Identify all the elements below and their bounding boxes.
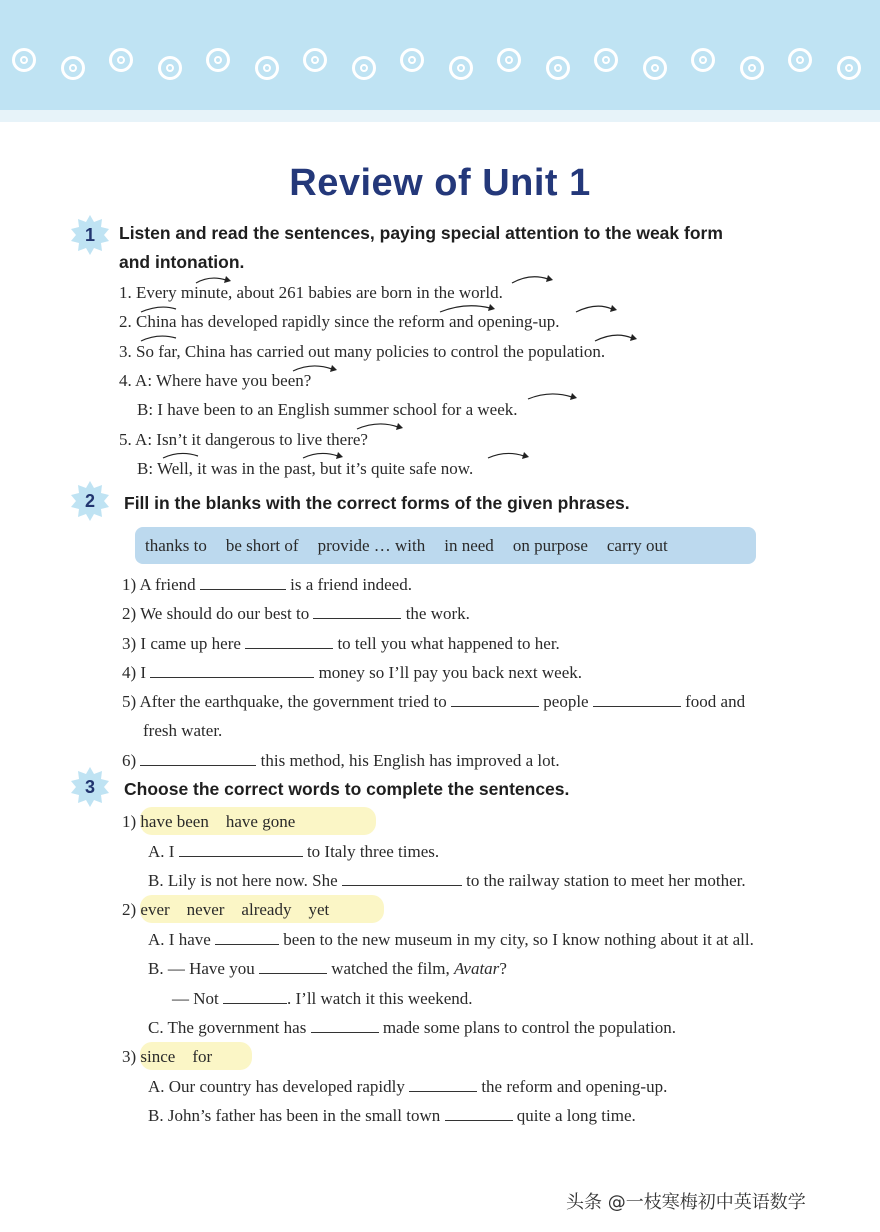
- question-2-3: 3) I came up here to tell you what happened to her.: [122, 634, 560, 653]
- answer-blank[interactable]: [409, 1075, 477, 1092]
- question-2-4: 4) I money so I’ll pay you back next week.: [122, 663, 583, 682]
- phrase-item: on purpose: [512, 535, 588, 555]
- sentence-5b: B: Well, it was in the past, but it’s quite safe now.: [137, 459, 474, 478]
- section-3-badge: [70, 767, 110, 807]
- answer-blank[interactable]: [200, 573, 286, 590]
- sentence-4a: 4. A: Where have you been?: [119, 371, 312, 390]
- section-number: 1: [84, 224, 95, 245]
- section-number: 2: [84, 490, 95, 511]
- answer-blank[interactable]: [150, 661, 314, 678]
- intonation-arrows-icon: [0, 0, 880, 500]
- group-1-options: 1) have been have gone: [122, 812, 296, 831]
- phrase-item: provide … with: [317, 535, 426, 555]
- answer-blank[interactable]: [259, 957, 327, 974]
- question-2-1: 1) A friend is a friend indeed.: [122, 575, 412, 594]
- sentence-2: 2. China has developed rapidly since the reform and opening-up.: [119, 312, 560, 331]
- group-3-options: 3) since for: [122, 1047, 213, 1066]
- phrase-item: in need: [444, 535, 494, 555]
- question-3-3a: A. Our country has developed rapidly the reform and opening-up.: [148, 1077, 668, 1096]
- question-2-6: 6) this method, his English has improved a lot.: [122, 751, 560, 770]
- section-number: 3: [84, 776, 95, 797]
- section-3-heading: Choose the correct words to complete the sentences.: [124, 779, 570, 799]
- answer-blank[interactable]: [313, 602, 401, 619]
- answer-blank[interactable]: [311, 1016, 379, 1033]
- answer-blank[interactable]: [445, 1104, 513, 1121]
- sentence-5a: 5. A: Isn’t it dangerous to live there?: [119, 430, 368, 449]
- question-2-5: 5) After the earthquake, the government tried to people food and: [122, 692, 746, 711]
- section-1-heading-line1: Listen and read the sentences, paying special attention to the weak form: [119, 223, 723, 243]
- answer-blank[interactable]: [342, 869, 462, 886]
- question-3-2b-reply: — Not . I’ll watch it this weekend.: [172, 989, 473, 1008]
- question-3-1a: A. I to Italy three times.: [148, 842, 440, 861]
- section-2-heading: Fill in the blanks with the correct forms of the given phrases.: [124, 493, 630, 513]
- answer-blank[interactable]: [245, 632, 333, 649]
- phrase-item: thanks to: [145, 535, 207, 555]
- question-3-2b: B. — Have you watched the film, Avatar?: [148, 959, 507, 978]
- section-1-heading-line2: and intonation.: [119, 252, 245, 272]
- watermark-footer: 头条 @一枝寒梅初中英语数学: [566, 1192, 806, 1213]
- page-title: Review of Unit 1: [289, 162, 591, 204]
- section-2-badge: [70, 481, 110, 521]
- question-3-3b: B. John’s father has been in the small town quite a long time.: [148, 1106, 636, 1125]
- answer-blank[interactable]: [451, 690, 539, 707]
- answer-blank[interactable]: [140, 749, 256, 766]
- question-3-2a: A. I have been to the new museum in my city, so I know nothing about it at all.: [148, 930, 754, 949]
- answer-blank[interactable]: [215, 928, 279, 945]
- phrase-item: be short of: [225, 535, 299, 555]
- question-3-1b: B. Lily is not here now. She to the railway station to meet her mother.: [148, 871, 746, 890]
- sentence-1: 1. Every minute, about 261 babies are born in the world.: [119, 283, 503, 302]
- question-2-2: 2) We should do our best to the work.: [122, 604, 470, 623]
- question-3-2c: C. The government has made some plans to control the population.: [148, 1018, 677, 1037]
- answer-blank[interactable]: [179, 840, 303, 857]
- answer-blank[interactable]: [593, 690, 681, 707]
- group-2-options: 2) ever never already yet: [122, 900, 330, 919]
- phrase-bank: [135, 527, 756, 564]
- sentence-4b: B: I have been to an English summer school for a week.: [137, 400, 518, 419]
- sentence-3: 3. So far, China has carried out many policies to control the population.: [119, 342, 606, 361]
- question-2-5-cont: fresh water.: [143, 721, 223, 740]
- phrase-item: carry out: [606, 535, 668, 555]
- answer-blank[interactable]: [223, 987, 287, 1004]
